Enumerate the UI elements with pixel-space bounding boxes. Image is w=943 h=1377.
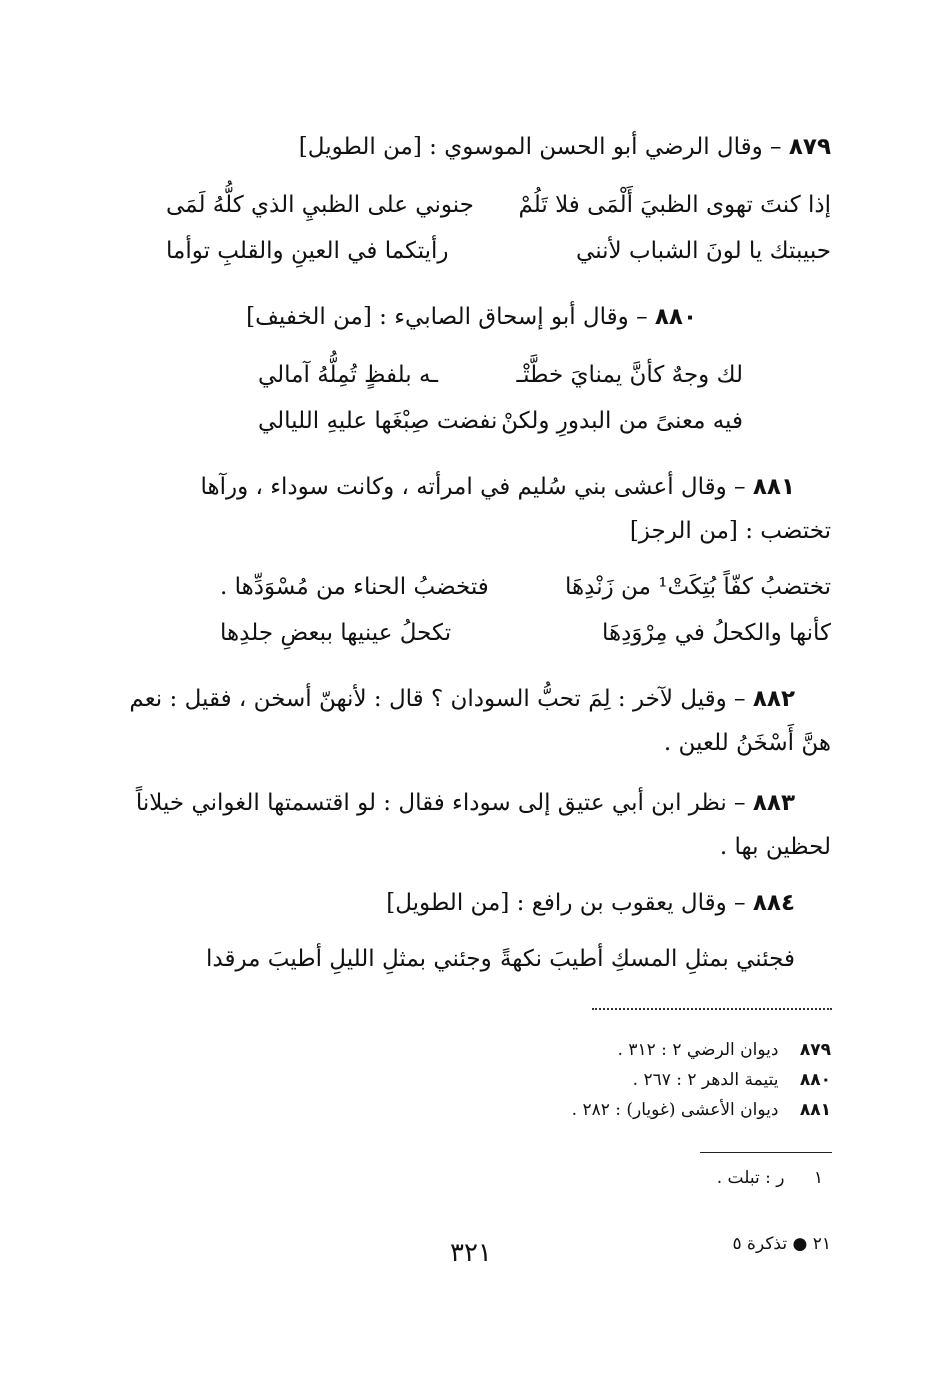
verse-hemistich: تختضبُ كفّاً بُتِكَتْ¹ من زَنْدِهَا (565, 574, 831, 600)
entry-879-heading (299, 134, 831, 160)
entry-text: – وقيل لآخر : لِمَ تحبُّ السودان ؟ قال : لأنهنّ أسخن ، فقيل : نعم (129, 686, 746, 712)
footnote-number: ١ (813, 1168, 823, 1188)
source-line (633, 1070, 831, 1090)
entry-number: ٨٨٣ (752, 790, 795, 816)
entry-number: ٨٨٠ (654, 304, 697, 330)
entry-intro: – وقال أعشى بني سُليم في امرأته ، وكانت سوداء ، ورآها (200, 474, 746, 500)
signature-mark: ٢١ ● تذكرة ٥ (732, 1234, 831, 1254)
source-number: ٨٨١ (799, 1100, 831, 1120)
verse-hemistich: ـه بلفظٍ تُمِلُّهُ آمالي (258, 362, 439, 388)
entry-intro: – وقال أبو إسحاق الصابيء : [من الخفيف] (246, 304, 648, 330)
entry-text: – نظر ابن أبي عتيق إلى سوداء فقال : لو اقتسمتها الغواني خيلاناً (135, 790, 746, 816)
verse-hemistich: تكحلُ عينيها ببعضِ جلدِها (220, 620, 452, 646)
entry-number: ٨٨٤ (752, 890, 795, 916)
entry-intro: – وقال يعقوب بن رافع : [من الطويل] (386, 890, 746, 916)
verse-hemistich: لك وجهٌ كأنَّ يمنايَ خطَّتْـ (516, 362, 743, 388)
verse-hemistich: جنوني على الظبيِ الذي كلُّهُ لَمَى (166, 192, 474, 218)
source-number: ٨٨٠ (799, 1070, 831, 1090)
footnote-rule (700, 1152, 832, 1153)
entry-number: ٨٨٢ (752, 686, 795, 712)
verse-hemistich: إذا كنتَ تهوى الظبيَ أَلْمَى فلا تَلُمْ (518, 192, 831, 218)
dotted-separator (592, 1008, 832, 1010)
verse-hemistich: رأيتكما في العينِ والقلبِ توأما (166, 238, 449, 264)
source-text: يتيمة الدهر ٢ : ٢٦٧ . (632, 1070, 779, 1090)
source-line (572, 1100, 831, 1120)
entry-number: ٨٧٩ (788, 134, 831, 160)
page-number: ٣٢١ (450, 1238, 492, 1268)
entry-882-cont: هنَّ أَسْخَنُ للعين . (663, 730, 831, 756)
entry-882-heading (129, 686, 795, 712)
source-number: ٨٧٩ (799, 1040, 831, 1060)
verse-hemistich: فتخضبُ الحناء من مُسْوَدِّها . (220, 574, 489, 600)
verse-hemistich: حبيبتك يا لونَ الشباب لأنني (576, 238, 831, 264)
footnote-text: ر : تبلت . (716, 1168, 785, 1188)
source-line (618, 1040, 831, 1060)
source-text: ديوان الرضي ٢ : ٣١٢ . (617, 1040, 779, 1060)
entry-883-cont: لحظين بها . (719, 834, 831, 860)
verse-hemistich: نفضت صِبْغَها عليهِ الليالي (258, 408, 498, 434)
entry-881-heading (200, 474, 795, 500)
verse-hemistich: فيه معنىً من البدورِ ولكنْ (501, 408, 743, 434)
entry-880-heading (246, 304, 697, 330)
verse-hemistich: وجئني بمثلِ الليلِ أطيبَ مرقدا (206, 946, 492, 972)
entry-884-heading (386, 890, 795, 916)
entry-881-intro-cont: تختضب : [من الرجز] (629, 518, 831, 544)
source-text: ديوان الأعشى (غويار) : ٢٨٢ . (571, 1100, 779, 1120)
entry-number: ٨٨١ (752, 474, 795, 500)
entry-883-heading (136, 790, 795, 816)
footnote (717, 1168, 823, 1188)
verse-hemistich: فجئني بمثلِ المسكِ أطيبَ نكهةً (499, 946, 795, 972)
verse-hemistich: كأنها والكحلُ في مِرْوَدِهَا (601, 620, 831, 646)
entry-intro: – وقال الرضي أبو الحسن الموسوي : [من الطويل] (298, 134, 782, 160)
